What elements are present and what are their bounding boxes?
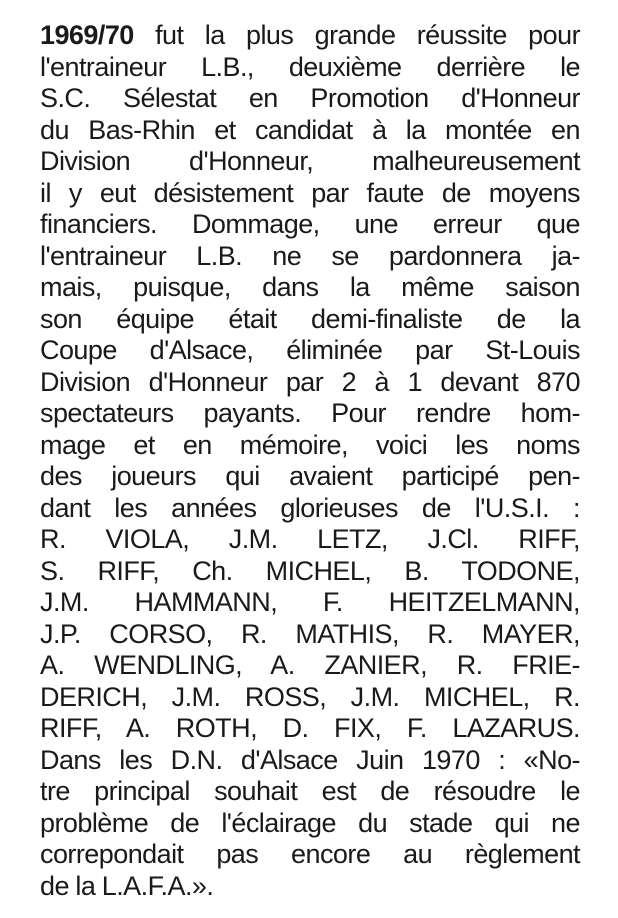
text-line-27: correpondait pas encore au règlement [40, 839, 580, 869]
text-line-19: J.M. HAMMANN, F. HEITZELMANN, [40, 587, 580, 617]
text-line-17: R. VIOLA, J.M. LETZ, J.Cl. RIFF, [40, 524, 580, 554]
text-line-10: son équipe était demi-finaliste de la [40, 303, 580, 334]
text-line-12: Division d'Honneur par 2 à 1 devant 870 [40, 366, 580, 397]
text-line-6: il y eut désistement par faute de moyens [40, 177, 580, 208]
text-line-1 [40, 20, 580, 52]
text-line-1-rest: fut la plus grande réussite pour [155, 20, 581, 50]
text-line-16: dant les années glorieuses de l'U.S.I. : [40, 492, 580, 523]
text-line-4: du Bas-Rhin et candidat à la montée en [40, 114, 580, 145]
text-line-28: de la L.A.F.A.». [40, 870, 214, 901]
text-line-20: J.P. CORSO, R. MATHIS, R. MAYER, [40, 618, 580, 649]
text-line-24: Dans les D.N. d'Alsace Juin 1970 : «No- [40, 744, 580, 775]
text-line-18: S. RIFF, Ch. MICHEL, B. TODONE, [40, 555, 580, 586]
text-line-23: RIFF, A. ROTH, D. FIX, F. LAZARUS. [40, 713, 580, 743]
article-text [40, 20, 580, 902]
text-line-26: problème de l'éclairage du stade qui ne [40, 807, 580, 838]
text-line-5: Division d'Honneur, malheureusement [40, 146, 580, 176]
text-line-25: tre principal souhait est de résoudre le [40, 776, 580, 806]
text-line-7: financiers. Dommage, une erreur que [40, 209, 580, 239]
lead-year: 1969/70 [40, 20, 134, 50]
text-line-9: mais, puisque, dans la même saison [40, 272, 580, 302]
text-line-13: spectateurs payants. Pour rendre hom- [40, 398, 580, 428]
text-line-15: des joueurs qui avaient participé pen- [40, 461, 580, 491]
text-line-14: mage et en mémoire, voici les noms [40, 429, 580, 460]
text-line-22: DERICH, J.M. ROSS, J.M. MICHEL, R. [40, 681, 580, 712]
text-line-8: l'entraineur L.B. ne se pardonnera ja- [40, 240, 580, 271]
text-line-11: Coupe d'Alsace, éliminée par St-Louis [40, 335, 580, 365]
text-line-21: A. WENDLING, A. ZANIER, R. FRIE- [40, 650, 580, 680]
text-line-3: S.C. Sélestat en Promotion d'Honneur [40, 83, 580, 113]
text-line-2: l'entraineur L.B., deuxième derrière le [40, 51, 580, 82]
